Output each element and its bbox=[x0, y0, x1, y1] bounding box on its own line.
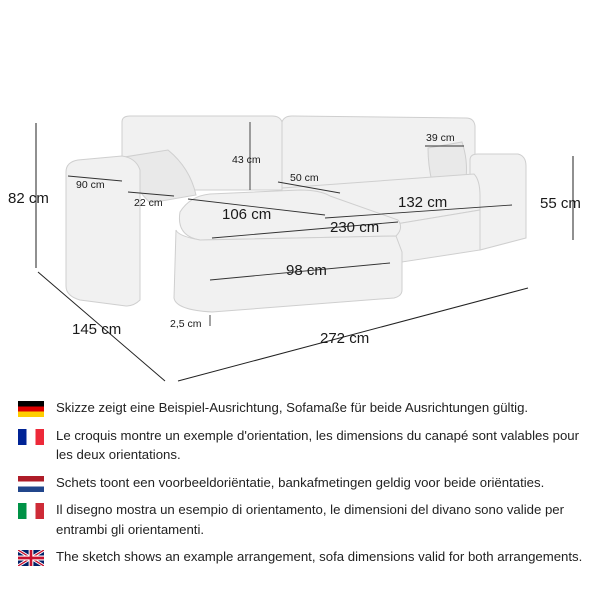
fr-flag-icon bbox=[18, 429, 44, 445]
uk-flag-icon bbox=[18, 550, 44, 566]
sofa-illustration bbox=[66, 116, 526, 312]
dim-chaise-width: 98 cm bbox=[286, 262, 327, 279]
dim-height-total: 82 cm bbox=[8, 190, 49, 207]
dim-armrest-height: 22 cm bbox=[134, 197, 163, 209]
note-uk bbox=[18, 547, 588, 567]
note-text-fr: Le croquis montre un exemple d'orientation, les dimensions du canapé sont valables pour les deux orientations. bbox=[56, 427, 580, 462]
dim-seat-depth: 50 cm bbox=[290, 172, 319, 184]
dim-chaise-seat-length: 106 cm bbox=[222, 206, 272, 223]
it-flag-icon bbox=[18, 503, 44, 519]
note-de bbox=[18, 398, 588, 418]
dim-main-seat-width: 132 cm bbox=[398, 194, 448, 211]
de-flag-icon bbox=[18, 401, 44, 417]
note-text-uk: The sketch shows an example arrangement, sofa dimensions valid for both arrangements. bbox=[56, 549, 583, 564]
note-nl bbox=[18, 473, 588, 493]
dim-leg-height: 2,5 cm bbox=[170, 318, 202, 330]
note-text-nl: Schets toont een voorbeeldoriëntatie, bankafmetingen geldig voor beide oriëntaties. bbox=[56, 474, 545, 490]
orientation-notes bbox=[18, 398, 588, 575]
note-it bbox=[18, 500, 588, 539]
dim-pillow-width: 39 cm bbox=[426, 132, 455, 144]
nl-flag-icon bbox=[18, 476, 44, 492]
note-fr bbox=[18, 426, 588, 465]
note-text-it: Il disegno mostra un esempio di orientamento, le dimensioni del divano sono valide per entrambi gli orientamenti. bbox=[56, 502, 565, 537]
dim-armrest-depth: 90 cm bbox=[76, 179, 105, 191]
dim-width-total: 272 cm bbox=[320, 330, 370, 347]
note-text-de: Skizze zeigt eine Beispiel-Ausrichtung, Sofamaße für beide Ausrichtungen gültig. bbox=[56, 400, 529, 415]
dim-depth-total: 145 cm bbox=[72, 321, 122, 338]
dim-inner-width: 230 cm bbox=[330, 219, 380, 236]
dim-backrest-height: 43 cm bbox=[232, 154, 261, 166]
dim-seat-height: 55 cm bbox=[540, 195, 581, 212]
